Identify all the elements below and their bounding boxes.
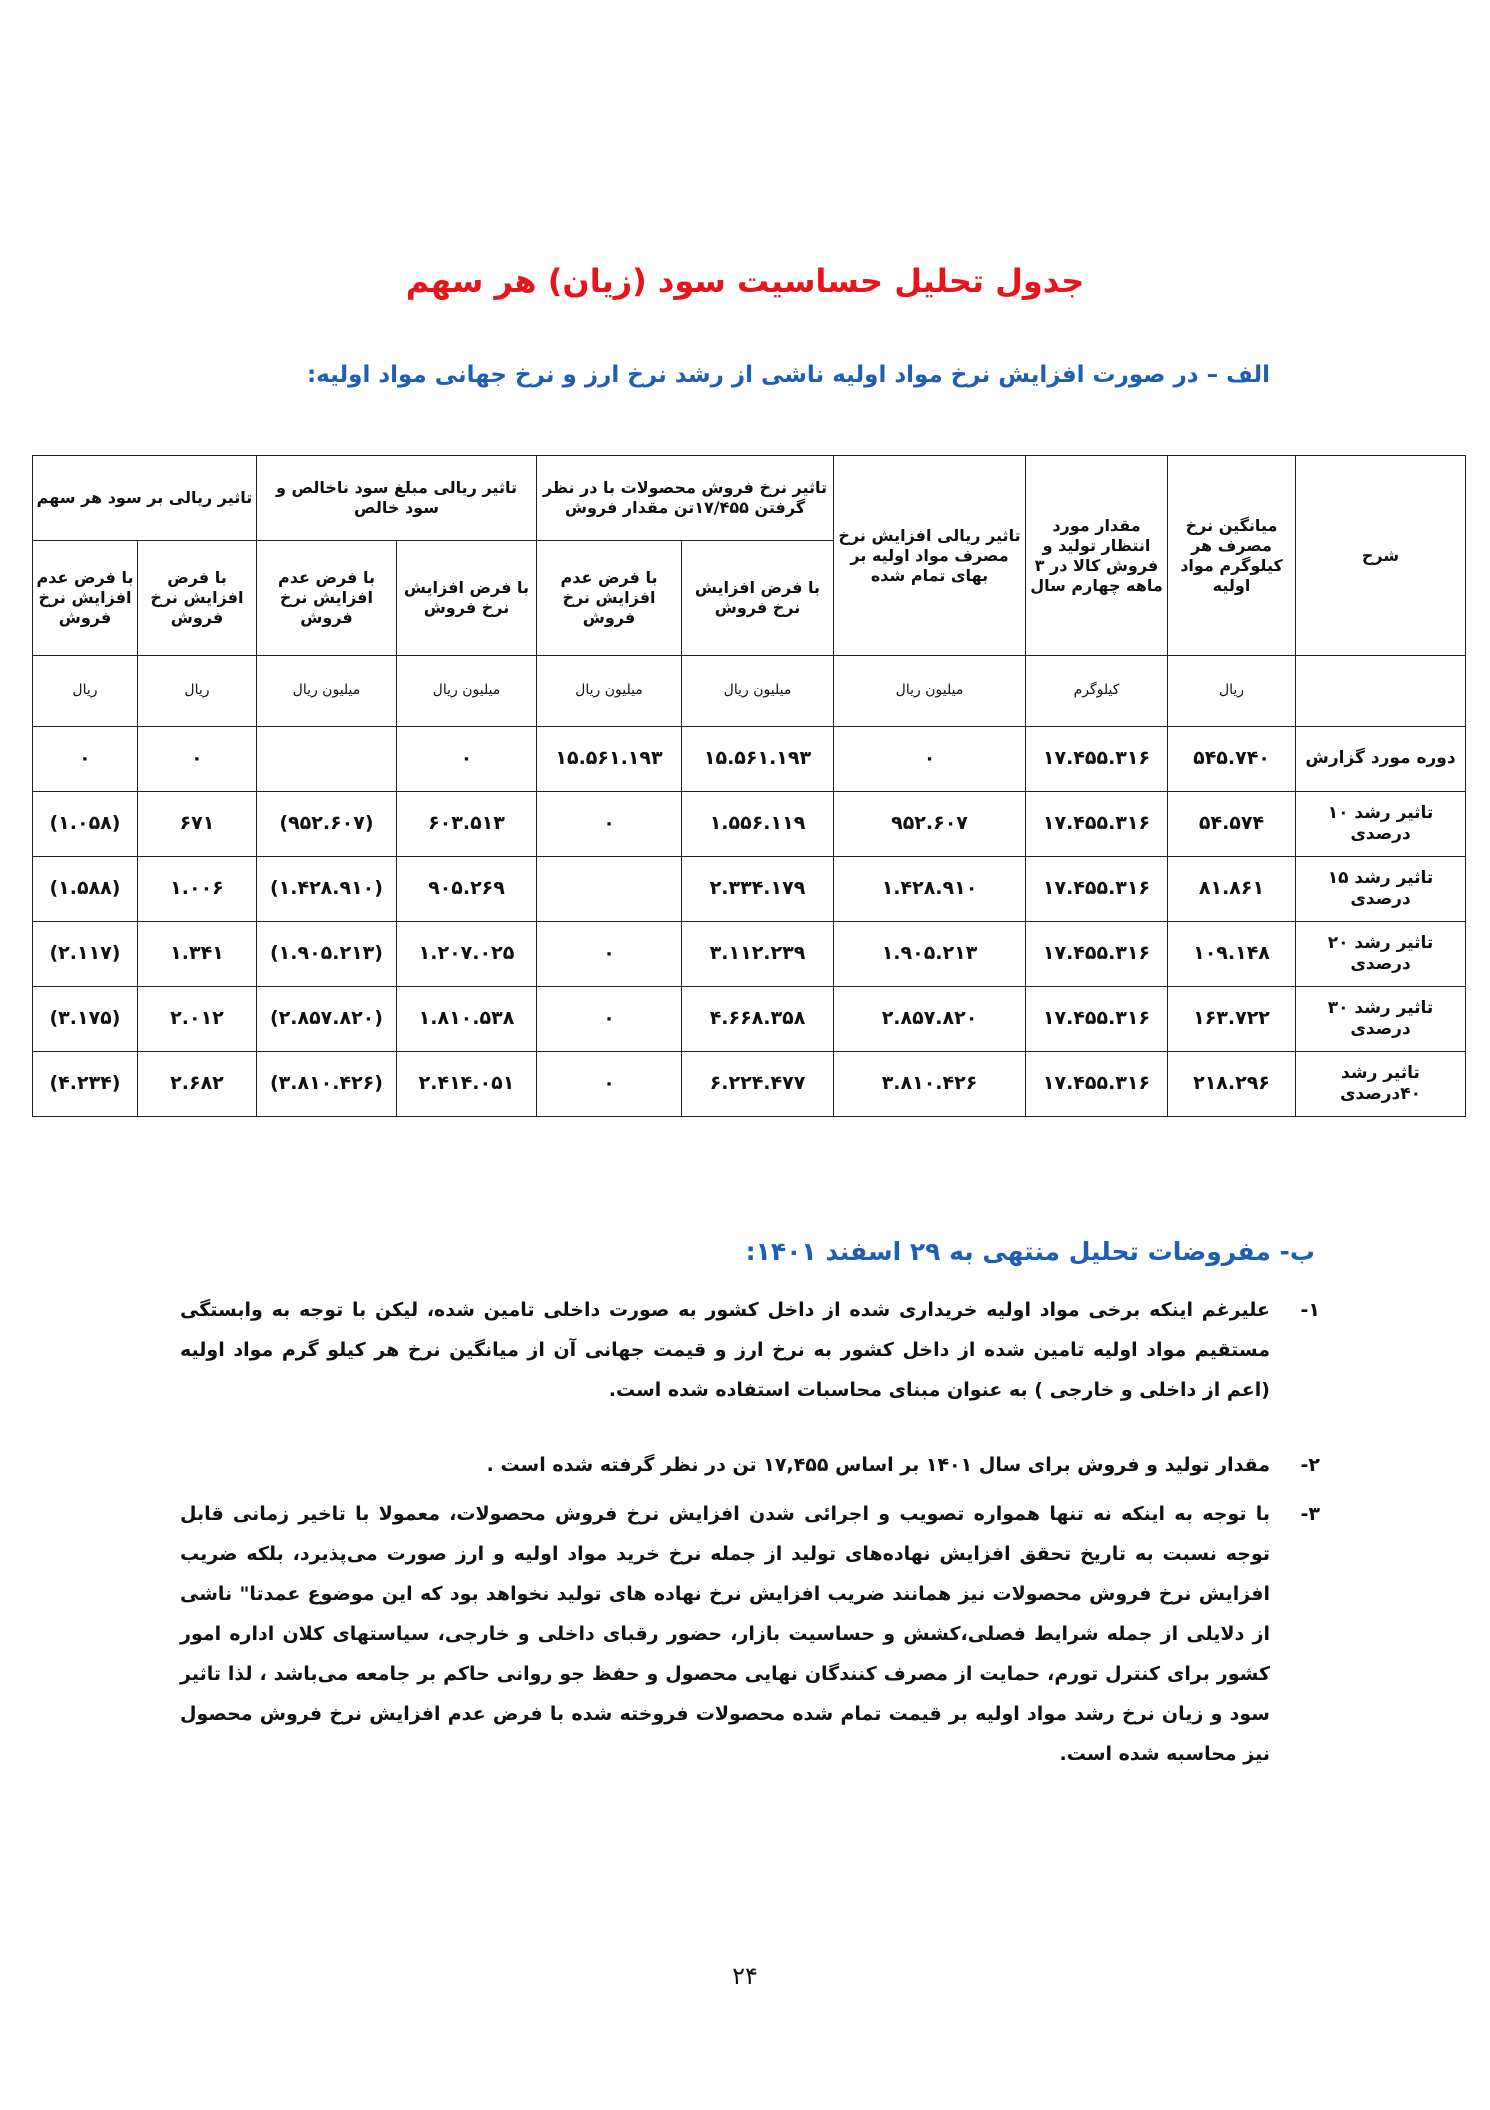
row-label: تاثیر رشد ۲۰ درصدی [1296, 922, 1466, 987]
table-cell: ۲.۴۱۴.۰۵۱ [396, 1052, 536, 1117]
table-cell: ۱۶۳.۷۲۲ [1168, 987, 1296, 1052]
header-quantity: مقدار مورد انتظار تولید و فروش کالا در ۳ ماهه چهارم سال [1026, 456, 1168, 656]
assumption-number: ۳- [1300, 1503, 1320, 1525]
table-row [33, 922, 1466, 987]
header-avg-rate: میانگین نرخ مصرف هر کیلوگرم مواد اولیه [1168, 456, 1296, 656]
unit-cell: میلیون ریال [396, 656, 536, 727]
assumption-number: ۲- [1300, 1454, 1320, 1476]
table-cell: ۸۱.۸۶۱ [1168, 857, 1296, 922]
header-sales-rate-group: تاثیر نرخ فروش محصولات با در نظر گرفتن ۱۷/۴۵۵تن مقدار فروش [536, 456, 833, 541]
table-cell: ۶۰۳.۵۱۳ [396, 792, 536, 857]
table-cell: ۰ [137, 727, 256, 792]
table-cell: ۱.۳۴۱ [137, 922, 256, 987]
table-cell: ۰ [834, 727, 1026, 792]
table-cell: ۰ [536, 1052, 681, 1117]
table-cell: ۶.۲۲۴.۴۷۷ [682, 1052, 834, 1117]
table-cell: ۱.۸۱۰.۵۳۸ [396, 987, 536, 1052]
table-cell: ۲.۸۵۷.۸۲۰ [834, 987, 1026, 1052]
header-eps-no-increase: با فرض عدم افزایش نرخ فروش [33, 541, 138, 656]
assumption-item-2 [180, 1445, 1320, 1485]
assumption-item-3 [180, 1494, 1320, 1774]
table-cell: ۱۰۹.۱۴۸ [1168, 922, 1296, 987]
table-row [33, 987, 1466, 1052]
section-a-heading: الف – در صورت افزایش نرخ مواد اولیه ناشی از رشد نرخ ارز و نرخ جهانی مواد اولیه: [306, 362, 1270, 388]
header-gross-with-increase: با فرض افزایش نرخ فروش [396, 541, 536, 656]
table-cell: ۱۵.۵۶۱.۱۹۳ [536, 727, 681, 792]
table-cell: ۱۷.۴۵۵.۳۱۶ [1026, 857, 1168, 922]
table-cell: ۲.۶۸۲ [137, 1052, 256, 1117]
table-cell: (۱.۰۵۸) [33, 792, 138, 857]
unit-cell: ریال [1168, 656, 1296, 727]
table-cell: ۱۷.۴۵۵.۳۱۶ [1026, 987, 1168, 1052]
header-sharh: شرح [1296, 456, 1466, 656]
table-cell: ۲.۳۳۴.۱۷۹ [682, 857, 834, 922]
unit-empty [1296, 656, 1466, 727]
assumption-text: مقدار تولید و فروش برای سال ۱۴۰۱ بر اساس ۱۷,۴۵۵ تن در نظر گرفته شده است . [486, 1454, 1270, 1476]
table-cell: (۹۵۲.۶۰۷) [256, 792, 396, 857]
unit-cell: میلیون ریال [834, 656, 1026, 727]
table-cell: ۰ [33, 727, 138, 792]
unit-cell: میلیون ریال [256, 656, 396, 727]
row-label: تاثیر رشد ۱۵ درصدی [1296, 857, 1466, 922]
assumption-text: علیرغم اینکه برخی مواد اولیه خریداری شده از داخل کشور به صورت داخلی تامین شده، لیکن با توجه به وابستگی مستقیم مواد اولیه تامین شده از داخل کشور به نرخ ارز و قیمت جهانی آن از میانگین نرخ هر کیلو گرم مواد اولیه (اعم از داخلی و خارجی ) به عنوان مبنای محاسبات استفاده شده است. [180, 1299, 1270, 1401]
table-cell: ۰ [536, 922, 681, 987]
table-cell: (۱.۹۰۵.۲۱۳) [256, 922, 396, 987]
table-cell: ۴.۶۶۸.۳۵۸ [682, 987, 834, 1052]
header-eps-with-increase: با فرض افزایش نرخ فروش [137, 541, 256, 656]
table-cell: ۱.۰۰۶ [137, 857, 256, 922]
table-cell: ۱۵.۵۶۱.۱۹۳ [682, 727, 834, 792]
table-cell: ۶۷۱ [137, 792, 256, 857]
table-cell: ۰ [536, 987, 681, 1052]
assumption-item-1 [180, 1290, 1320, 1410]
table-cell: (۴.۲۳۴) [33, 1052, 138, 1117]
table-cell [256, 727, 396, 792]
unit-cell: ریال [137, 656, 256, 727]
row-label: دوره مورد گزارش [1296, 727, 1466, 792]
page-title: جدول تحلیل حساسیت سود (زیان) هر سهم [405, 262, 1085, 300]
unit-cell: کیلوگرم [1026, 656, 1168, 727]
table-row [33, 727, 1466, 792]
table-cell: (۳.۱۷۵) [33, 987, 138, 1052]
header-gross-group: تاثیر ریالی مبلغ سود ناخالص و سود خالص [256, 456, 536, 541]
table-cell: ۱۷.۴۵۵.۳۱۶ [1026, 1052, 1168, 1117]
section-b-heading: ب- مفروضات تحلیل منتهی به ۲۹ اسفند ۱۴۰۱: [745, 1237, 1315, 1266]
table-cell: ۰ [536, 792, 681, 857]
row-label: تاثیر رشد ۴۰درصدی [1296, 1052, 1466, 1117]
sensitivity-table [32, 455, 1466, 1117]
header-sales-with-increase: با فرض افزایش نرخ فروش [682, 541, 834, 656]
table-header-row [33, 456, 1466, 541]
table-row [33, 792, 1466, 857]
table-cell: (۱.۵۸۸) [33, 857, 138, 922]
table-cell: ۹۰۵.۲۶۹ [396, 857, 536, 922]
table-cell: ۲.۰۱۲ [137, 987, 256, 1052]
table-cell: ۳.۸۱۰.۴۲۶ [834, 1052, 1026, 1117]
table-cell: (۲.۸۵۷.۸۲۰) [256, 987, 396, 1052]
table-cell [536, 857, 681, 922]
unit-cell: میلیون ریال [536, 656, 681, 727]
table-cell: ۱۷.۴۵۵.۳۱۶ [1026, 792, 1168, 857]
row-label: تاثیر رشد ۱۰ درصدی [1296, 792, 1466, 857]
table-row [33, 1052, 1466, 1117]
table-cell: (۳.۸۱۰.۴۲۶) [256, 1052, 396, 1117]
assumption-number: ۱- [1300, 1299, 1320, 1321]
table-cell: ۲۱۸.۲۹۶ [1168, 1052, 1296, 1117]
header-sales-no-increase: با فرض عدم افزایش نرخ فروش [536, 541, 681, 656]
table-row [33, 857, 1466, 922]
row-label: تاثیر رشد ۳۰ درصدی [1296, 987, 1466, 1052]
table-cell: ۵۴.۵۷۴ [1168, 792, 1296, 857]
unit-cell: میلیون ریال [682, 656, 834, 727]
header-rial-effect: تاثیر ریالی افزایش نرخ مصرف مواد اولیه بر بهای تمام شده [834, 456, 1026, 656]
table-cell: ۱.۲۰۷.۰۲۵ [396, 922, 536, 987]
table-cell: ۱.۹۰۵.۲۱۳ [834, 922, 1026, 987]
table-cell: (۲.۱۱۷) [33, 922, 138, 987]
table-cell: ۰ [396, 727, 536, 792]
table-cell: ۱۷.۴۵۵.۳۱۶ [1026, 922, 1168, 987]
unit-cell: ریال [33, 656, 138, 727]
table-cell: ۹۵۲.۶۰۷ [834, 792, 1026, 857]
table-cell: ۳.۱۱۲.۲۳۹ [682, 922, 834, 987]
page-number: ۲۴ [732, 1962, 758, 1990]
table-cell: ۱.۴۲۸.۹۱۰ [834, 857, 1026, 922]
table-units-row [33, 656, 1466, 727]
header-eps-group: تاثیر ریالی بر سود هر سهم [33, 456, 257, 541]
assumption-text: با توجه به اینکه نه تنها همواره تصویب و اجرائی شدن افزایش نرخ فروش محصولات، معمولا با تاخیر زمانی قابل توجه نسبت به تاریخ تحقق افزایش نهاده‌های تولید از جمله نرخ خرید مواد اولیه و ارز صورت می‌پذیرد، بلکه ضریب افزایش نرخ فروش محصولات نیز همانند ضریب افزایش نرخ نهاده های تولید نخواهد بود که این موضوع عمدتا" ناشی از دلایلی از جمله شرایط فصلی،کشش و حساسیت بازار، حضور رقبای داخلی و خارجی، سیاستهای کلان اداره امور کشور برای کنترل تورم، حمایت از مصرف کنندگان نهایی محصول و حفظ جو روانی حاکم بر جامعه می‌باشد ، لذا تاثیر سود و زیان نرخ رشد مواد اولیه بر قیمت تمام شده محصولات فروخته شده با فرض عدم افزایش نرخ فروش محصول نیز محاسبه شده است. [180, 1503, 1270, 1765]
table-cell: (۱.۴۲۸.۹۱۰) [256, 857, 396, 922]
table-cell: ۱۷.۴۵۵.۳۱۶ [1026, 727, 1168, 792]
header-gross-no-increase: با فرض عدم افزایش نرخ فروش [256, 541, 396, 656]
table-cell: ۱.۵۵۶.۱۱۹ [682, 792, 834, 857]
table-cell: ۵۴۵.۷۴۰ [1168, 727, 1296, 792]
